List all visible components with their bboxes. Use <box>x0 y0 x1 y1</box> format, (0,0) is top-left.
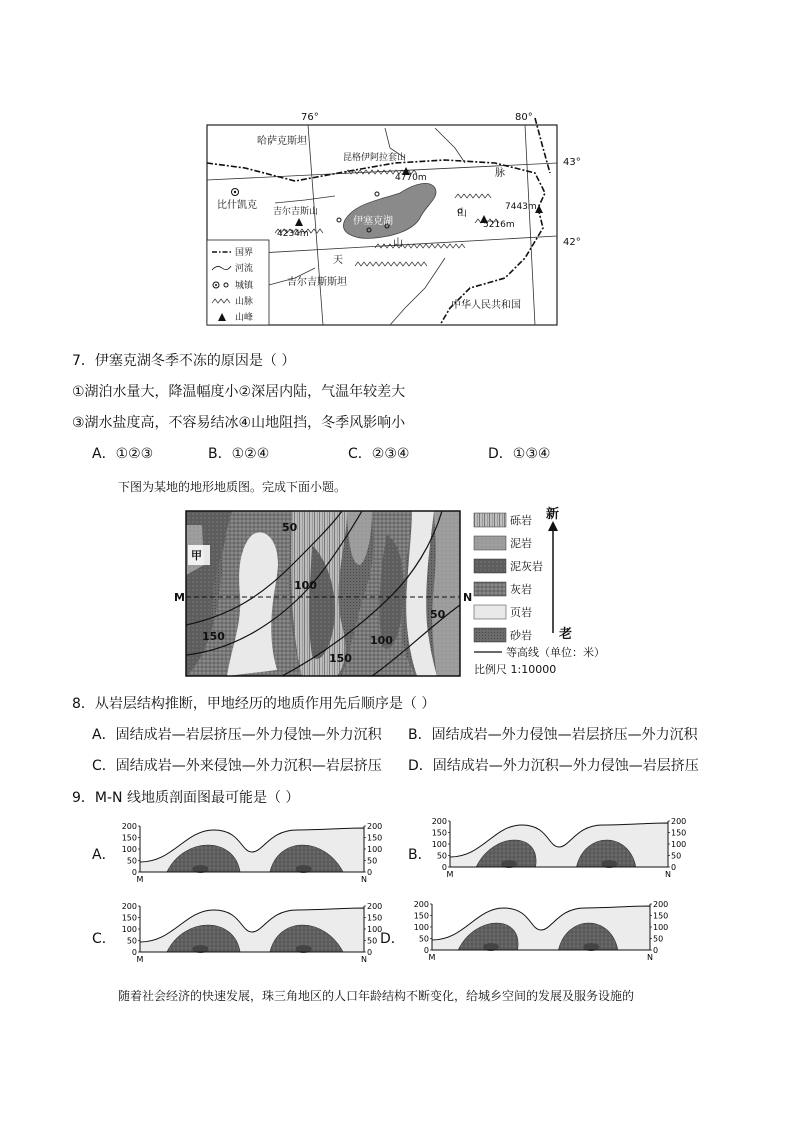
peak2-alt: 4234m <box>277 229 309 239</box>
kyrgyzstan-label: 吉尔吉斯斯坦 <box>287 277 347 288</box>
tick-label: 100 <box>367 845 383 854</box>
tick-label: 150 <box>671 828 687 838</box>
tick-label: 200 <box>653 900 669 909</box>
geologic-map <box>172 505 612 680</box>
tick-label: 200 <box>431 817 447 826</box>
tick-label: 200 <box>367 902 383 911</box>
svg-text:山脉: 山脉 <box>235 297 254 307</box>
svg-text:砾岩: 砾岩 <box>510 514 532 527</box>
kyrgyz-mountain-label: 吉尔吉斯山 <box>273 207 319 217</box>
tick-label: 100 <box>121 925 137 934</box>
q9-choice-d[interactable]: D． <box>380 931 405 947</box>
map-legend <box>207 240 269 325</box>
profile-m-label: M <box>136 955 144 964</box>
tick-label: 150 <box>431 828 447 838</box>
q7-choice-a[interactable]: A．①②③ <box>92 446 154 462</box>
q8-choice-a[interactable]: A．固结成岩—岩层挤压—外力侵蚀—外力沉积 <box>92 727 382 743</box>
contour-label: 100 <box>294 579 317 592</box>
geo-n-label: N <box>463 591 473 604</box>
tick-label: 50 <box>367 856 378 866</box>
footer-text: 随着社会经济的快速发展，珠三角地区的人口年龄结构不断变化，给城乡空间的发展及服务设施的 <box>118 989 635 1003</box>
q7-choice-c[interactable]: C．②③④ <box>348 446 410 462</box>
svg-text:等高线（单位：米）: 等高线（单位：米） <box>506 646 605 659</box>
q7-choice-d[interactable]: D．①③④ <box>488 446 551 462</box>
contour-label: 100 <box>370 634 393 647</box>
tick-label: 150 <box>121 913 137 923</box>
q8-choice-c[interactable]: C．固结成岩—外来侵蚀—外力沉积—岩层挤压 <box>92 758 382 774</box>
profile-b <box>428 815 690 879</box>
tick-label: 0 <box>653 946 659 955</box>
tick-label: 100 <box>413 923 429 932</box>
svg-text:国界: 国界 <box>235 248 254 258</box>
tick-label: 50 <box>653 934 664 944</box>
scale-label: 比例尺 1:10000 <box>474 663 557 676</box>
new-label: 新 <box>546 507 560 522</box>
peak1-alt: 4770m <box>395 173 427 183</box>
lon-80-label: 80° <box>515 112 533 123</box>
q7-option-line1: ①湖泊水量大，降温幅度小②深居内陆，气温年较差大 <box>72 384 406 400</box>
svg-text:城镇: 城镇 <box>235 281 254 291</box>
svg-text:山峰: 山峰 <box>235 313 254 323</box>
china-label: 中华人民共和国 <box>451 300 521 311</box>
intro-text: 下图为某地的地形地质图。完成下面小题。 <box>118 480 347 494</box>
tick-label: 200 <box>413 900 429 909</box>
tick-label: 100 <box>653 923 669 932</box>
q9-choice-a[interactable]: A． <box>92 847 116 863</box>
tick-label: 200 <box>367 822 383 831</box>
lat-42-label: 42° <box>563 237 581 248</box>
tick-label: 200 <box>671 817 687 826</box>
tick-label: 150 <box>413 911 429 921</box>
tick-label: 0 <box>671 863 677 872</box>
tick-label: 50 <box>671 851 682 861</box>
tick-label: 0 <box>423 946 429 955</box>
profile-c <box>118 900 386 964</box>
profile-m-label: M <box>446 870 454 879</box>
kunggey-label: 昆格伊阿拉套山 <box>343 153 407 163</box>
tick-label: 0 <box>441 863 447 872</box>
arrow-up-icon <box>548 521 558 531</box>
profile-n-label: N <box>665 870 671 879</box>
lake-label: 伊塞克湖 <box>353 216 393 227</box>
svg-text:河流: 河流 <box>235 264 254 274</box>
tick-label: 200 <box>121 902 137 911</box>
tian-label: 天 <box>333 255 343 266</box>
q8-choice-d[interactable]: D．固结成岩—外力沉积—外力侵蚀—岩层挤压 <box>408 758 699 774</box>
tick-label: 100 <box>671 840 687 849</box>
issyk-kul-map <box>205 108 585 328</box>
shan-label: 山 <box>393 238 403 249</box>
q9-stem: 9．M-N 线地质剖面图最可能是（ ） <box>72 790 300 806</box>
kazakhstan-label: 哈萨克斯坦 <box>257 136 307 147</box>
q9-choice-c[interactable]: C． <box>92 931 116 947</box>
jia-label: 甲 <box>191 549 202 562</box>
profile-a <box>118 820 386 884</box>
svg-text:页岩: 页岩 <box>510 606 532 619</box>
svg-text:砂岩: 砂岩 <box>510 629 532 642</box>
mai-label: 脉 <box>495 168 505 179</box>
profile-n-label: N <box>361 955 367 964</box>
profile-m-label: M <box>136 875 144 884</box>
tick-label: 150 <box>121 833 137 843</box>
tick-label: 50 <box>436 851 447 861</box>
tick-label: 150 <box>367 833 383 843</box>
q8-choice-b[interactable]: B．固结成岩—外力侵蚀—岩层挤压—外力沉积 <box>408 727 698 743</box>
shan2-label: 山 <box>457 208 467 219</box>
contour-label: 50 <box>430 608 446 621</box>
tick-label: 50 <box>126 936 137 946</box>
bishkek-label: 比什凯克 <box>217 200 257 211</box>
geo-m-label: M <box>174 591 185 604</box>
peak4-alt: 5216m <box>483 220 515 230</box>
contour-label: 150 <box>202 630 225 643</box>
tick-label: 0 <box>367 868 373 877</box>
tick-label: 100 <box>431 840 447 849</box>
tick-label: 0 <box>367 948 373 957</box>
lat-43-label: 43° <box>563 157 581 168</box>
q7-choice-b[interactable]: B．①②④ <box>208 446 270 462</box>
contour-label: 50 <box>282 521 298 534</box>
tick-label: 50 <box>126 856 137 866</box>
peak3-alt: 7443m <box>505 202 537 212</box>
profile-m-label: M <box>428 953 436 962</box>
tick-label: 50 <box>418 934 429 944</box>
profile-n-label: N <box>361 875 367 884</box>
q7-stem: 7．伊塞克湖冬季不冻的原因是（ ） <box>72 353 296 369</box>
lon-76-label: 76° <box>301 112 319 123</box>
tick-label: 0 <box>131 868 137 877</box>
q9-choice-b[interactable]: B． <box>408 847 432 863</box>
tick-label: 100 <box>367 925 383 934</box>
tick-label: 150 <box>367 913 383 923</box>
profile-d <box>410 898 672 962</box>
contour-label: 150 <box>329 652 352 665</box>
tick-label: 150 <box>653 911 669 921</box>
tick-label: 200 <box>121 822 137 831</box>
profile-n-label: N <box>647 953 653 962</box>
tick-label: 50 <box>367 936 378 946</box>
tick-label: 100 <box>121 845 137 854</box>
q8-stem: 8．从岩层结构推断，甲地经历的地质作用先后顺序是（ ） <box>72 696 436 712</box>
tick-label: 0 <box>131 948 137 957</box>
old-label: 老 <box>559 627 573 642</box>
geo-legend <box>474 506 605 676</box>
svg-text:泥岩: 泥岩 <box>510 537 532 550</box>
svg-text:泥灰岩: 泥灰岩 <box>510 560 543 573</box>
q7-option-line2: ③湖水盐度高，不容易结冰④山地阻挡，冬季风影响小 <box>72 415 406 431</box>
svg-text:灰岩: 灰岩 <box>510 583 532 596</box>
